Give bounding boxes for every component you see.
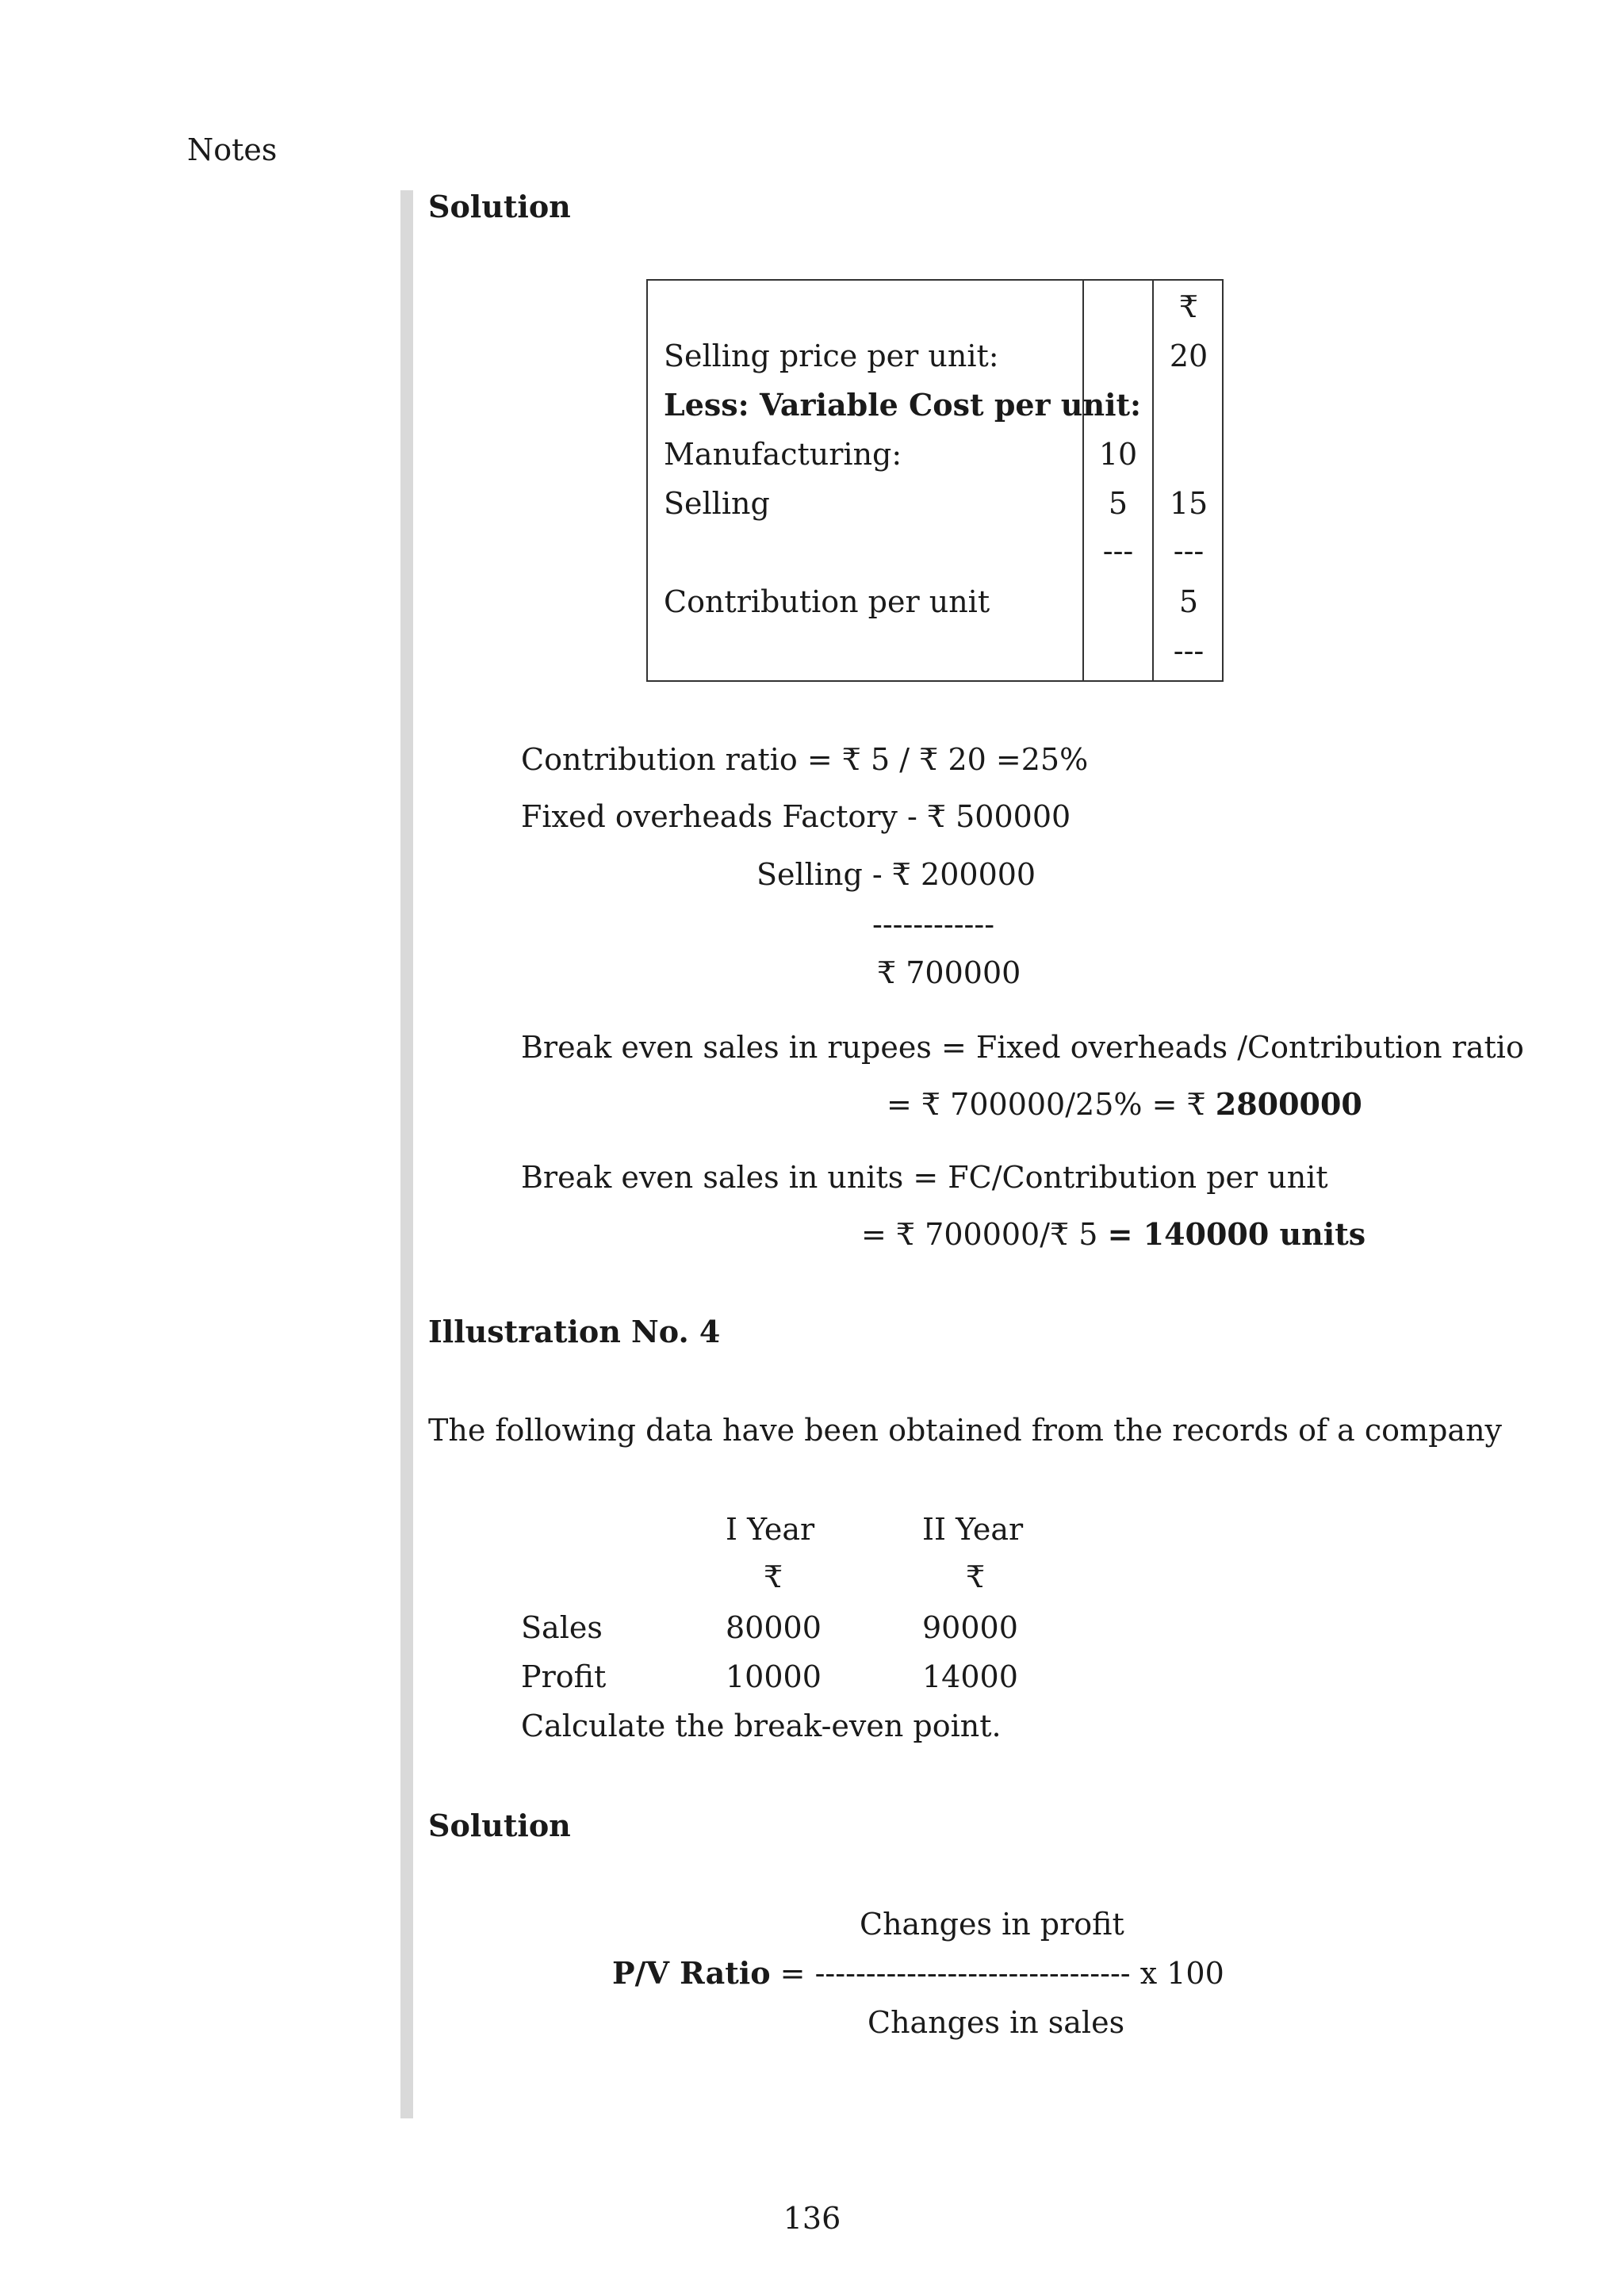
cost-table <box>646 279 1224 682</box>
bes-rupees-calc-text: = ₹ 700000/25% = ₹ <box>887 1087 1206 1122</box>
column-header-year1: I Year <box>726 1512 815 1547</box>
pv-denominator: Changes in sales <box>868 2005 1125 2040</box>
bes-units-result: = 140000 units <box>1107 1216 1366 1252</box>
pv-ratio-label: P/V Ratio <box>612 1955 771 1991</box>
illustration-heading: Illustration No. 4 <box>428 1314 721 1349</box>
fixed-overheads-dashes: ------------ <box>872 907 995 942</box>
sales-year1: 80000 <box>726 1610 822 1645</box>
row-label: Less: Variable Cost per unit: <box>664 387 1142 423</box>
row-right-value: 20 <box>1169 339 1208 373</box>
fixed-overheads-total: ₹ 700000 <box>877 955 1021 990</box>
pv-ratio-line <box>612 1955 1224 1992</box>
profit-year2: 14000 <box>922 1659 1018 1694</box>
bes-units-calc-text: = ₹ 700000/₹ 5 <box>861 1217 1098 1252</box>
contribution-ratio-line: Contribution ratio = ₹ 5 / ₹ 20 =25% <box>521 742 1089 777</box>
bes-rupees-result: 2800000 <box>1215 1086 1362 1122</box>
page-number: 136 <box>783 2201 841 2236</box>
illustration-question: Calculate the break-even point. <box>521 1709 1002 1743</box>
row-label: Contribution per unit <box>664 584 990 619</box>
table-divider <box>1082 281 1084 680</box>
currency-header: ₹ <box>1178 289 1199 324</box>
notes-sidebar-bar <box>400 190 413 2118</box>
bes-rupees-formula: Break even sales in rupees = Fixed overheads /Contribution ratio <box>521 1030 1524 1065</box>
pv-numerator: Changes in profit <box>860 1907 1124 1942</box>
fixed-overheads-factory-line: Fixed overheads Factory - ₹ 500000 <box>521 799 1071 834</box>
sales-year2: 90000 <box>922 1610 1018 1645</box>
profit-year1: 10000 <box>726 1659 822 1694</box>
row-mid-value: 10 <box>1098 437 1138 472</box>
row-right-value: 5 <box>1178 584 1199 619</box>
row-right-dashes: --- <box>1173 534 1205 568</box>
row-mid-value: 5 <box>1108 486 1128 521</box>
row-mid-dashes: --- <box>1102 534 1134 568</box>
profit-label: Profit <box>521 1659 607 1694</box>
bes-rupees-calculation <box>887 1086 1362 1123</box>
row-label: Selling <box>664 486 770 521</box>
solution-heading-2: Solution <box>428 1808 571 1843</box>
row-right-dashes: --- <box>1173 633 1205 668</box>
row-label: Selling price per unit: <box>664 339 999 373</box>
fixed-overheads-selling-line: Selling - ₹ 200000 <box>756 857 1036 892</box>
solution-heading: Solution <box>428 189 571 224</box>
column-header-year2: II Year <box>922 1512 1024 1547</box>
margin-notes-label: Notes <box>187 132 278 167</box>
illustration-intro: The following data have been obtained from the records of a company <box>428 1413 1503 1448</box>
bes-units-calculation <box>861 1216 1365 1253</box>
currency-year1: ₹ <box>764 1559 783 1594</box>
sales-label: Sales <box>521 1610 603 1645</box>
row-right-value: 15 <box>1169 486 1208 521</box>
row-label: Manufacturing: <box>664 437 902 472</box>
currency-year2: ₹ <box>966 1559 986 1594</box>
bes-units-formula: Break even sales in units = FC/Contribution per unit <box>521 1160 1328 1195</box>
pv-ratio-rhs: = ------------------------------- x 100 <box>779 1956 1224 1991</box>
